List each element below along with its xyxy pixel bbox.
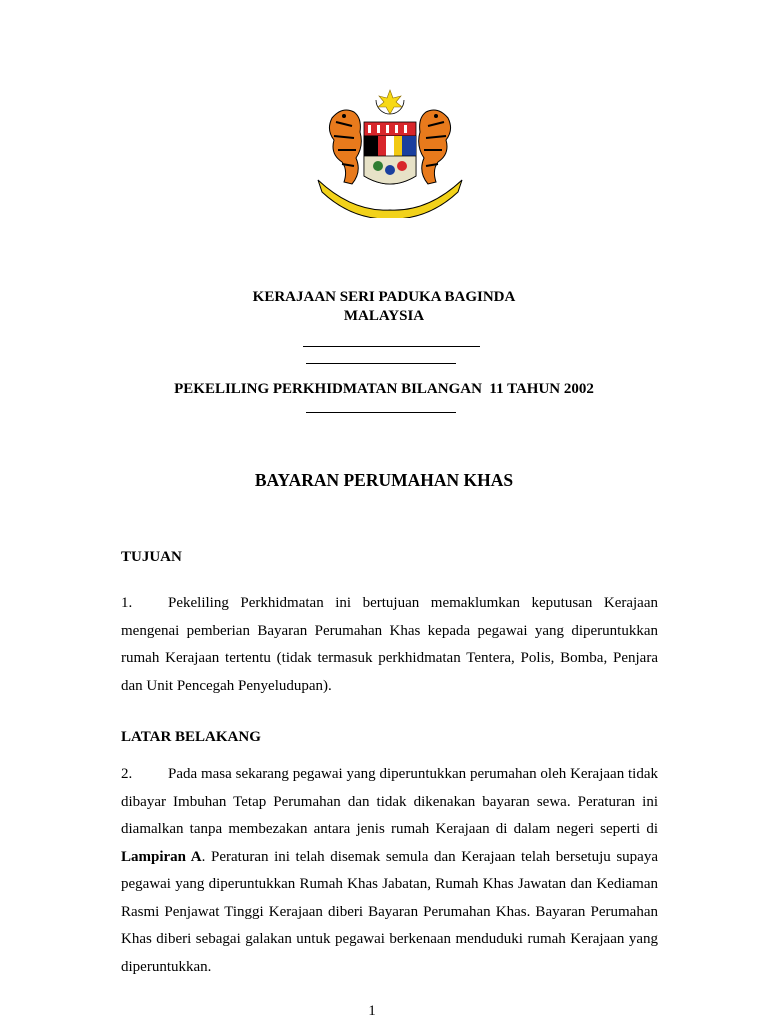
paragraph-line: dibayar Imbuhan Tetap Perumahan dan tidak dikenakan bayaran sewa. Peraturan ini — [121, 793, 658, 810]
circular-title: PEKELILING PERKHIDMATAN BILANGAN 11 TAHUN 2002 — [174, 381, 594, 397]
paragraph-line: Lampiran A. Peraturan ini telah disemak semula dan Kerajaan telah bersetuju supaya — [121, 848, 659, 865]
paragraph-2 — [121, 761, 658, 981]
document-title: BAYARAN PERUMAHAN KHAS — [254, 470, 514, 490]
paragraph-line: dan Unit Pencegah Penyeludupan). — [121, 677, 332, 694]
government-name-line2: MALAYSIA — [343, 308, 425, 324]
section-heading-tujuan: TUJUAN — [121, 549, 182, 565]
divider-line — [303, 346, 480, 347]
paragraph-line: diamalkan tanpa membezakan antara jenis rumah Kerajaan di dalam negeri seperti di — [121, 821, 658, 837]
paragraph-line: pegawai yang diperuntukkan Rumah Khas Jabatan, Rumah Khas Jawatan dan Kediaman — [121, 876, 658, 892]
page-number: 1 — [368, 1003, 376, 1019]
paragraph-line: Khas diberi sebagai galakan untuk pegawai berkenaan menduduki rumah Kerajaan yang — [121, 931, 658, 947]
paragraph-line: 2. Pada masa sekarang pegawai yang diperuntukkan perumahan oleh Kerajaan tidak — [121, 761, 658, 789]
coat-of-arms-logo — [312, 88, 468, 218]
paragraph-line: 1. Pekeliling Perkhidmatan ini bertujuan memaklumkan keputusan Kerajaan — [121, 590, 658, 618]
divider-line — [306, 412, 456, 413]
paragraph-line: diperuntukkan. — [121, 958, 212, 975]
paragraph-line: rumah Kerajaan tertentu (tidak termasuk perkhidmatan Tentera, Polis, Bomba, Penjara — [121, 650, 658, 666]
section-heading-latar-belakang: LATAR BELAKANG — [121, 729, 261, 745]
government-name-line1: KERAJAAN SERI PADUKA BAGINDA — [252, 289, 516, 305]
paragraph-line: Rasmi Penjawat Tinggi Kerajaan diberi Bayaran Perumahan Khas. Bayaran Perumahan — [121, 903, 658, 920]
lampiran-a-reference: Lampiran A — [121, 848, 202, 865]
divider-line — [306, 363, 456, 364]
paragraph-number: 1. — [121, 595, 133, 611]
paragraph-line: mengenai pemberian Bayaran Perumahan Khas kepada pegawai yang diperuntukkan — [121, 622, 658, 639]
paragraph-number: 2. — [121, 766, 133, 782]
paragraph-1 — [121, 590, 658, 700]
